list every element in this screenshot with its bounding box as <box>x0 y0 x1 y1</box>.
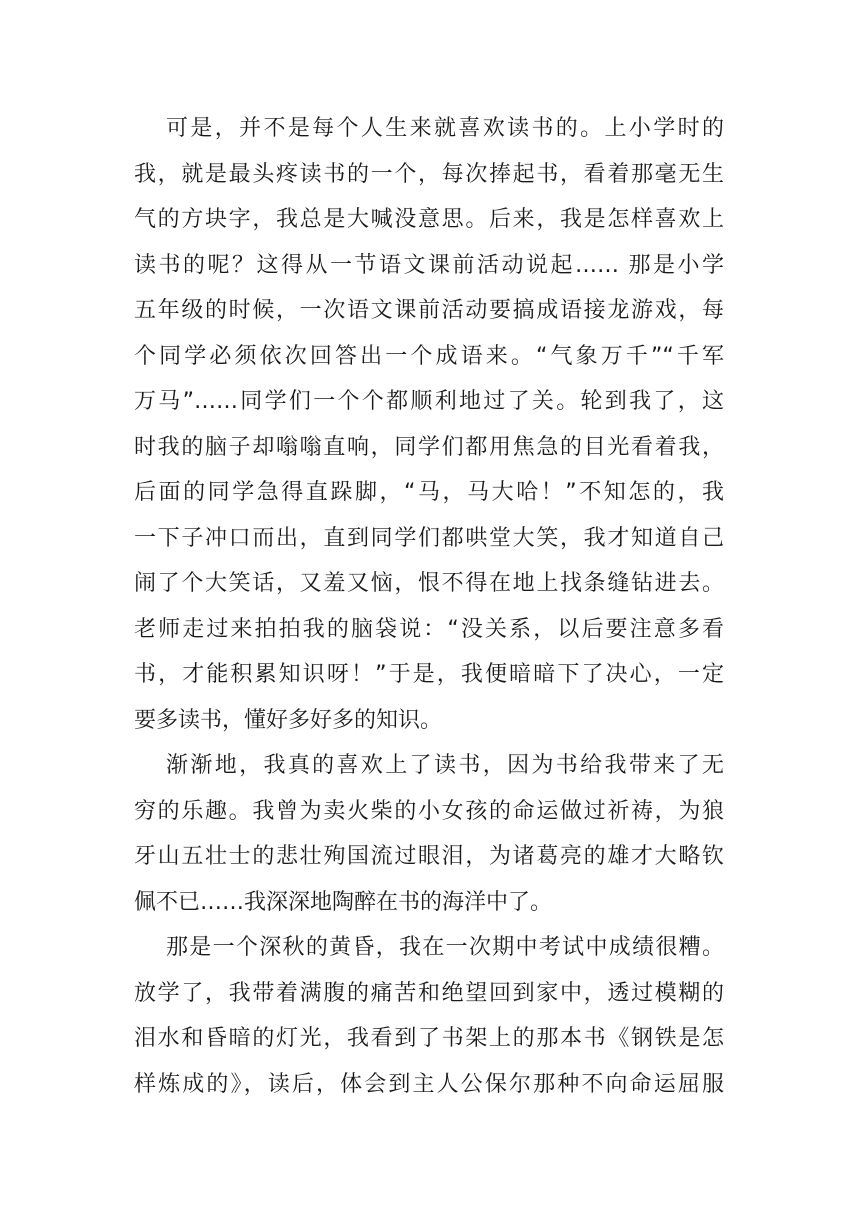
text-line: 万马”……同学们一个个都顺利地过了关。轮到我了，这 <box>134 389 724 414</box>
essay-text <box>134 106 724 1107</box>
text-line: 五年级的时候，一次语文课前活动要搞成语接龙游戏，每 <box>134 298 724 323</box>
text-line: 闹了个大笑话，又羞又恼，恨不得在地上找条缝钻进去。 <box>134 571 724 596</box>
text-line: 气的方块字，我总是大喊没意思。后来，我是怎样喜欢上 <box>134 207 724 232</box>
text-line: 穷的乐趣。我曾为卖火柴的小女孩的命运做过祈祷，为狼 <box>134 798 724 824</box>
paragraph-2 <box>134 743 724 925</box>
text-line: 放学了，我带着满腹的痛苦和绝望回到家中，透过模糊的 <box>134 980 724 1006</box>
text-line: 书，才能积累知识呀！”于是，我便暗暗下了决心，一定 <box>134 662 724 687</box>
text-line: 一下子冲口而出，直到同学们都哄堂大笑，我才知道自己 <box>134 525 724 551</box>
text-line: 后面的同学急得直跺脚，“马，马大哈！”不知怎的，我 <box>134 480 724 505</box>
text-line: 牙山五壮士的悲壮殉国流过眼泪，为诸葛亮的雄才大略钦 <box>134 844 724 869</box>
text-line: 样炼成的》，读后，体会到主人公保尔那种不向命运屈服 <box>134 1071 724 1097</box>
paragraph-3 <box>134 925 724 1107</box>
text-line: 要多读书，懂好多好多的知识。 <box>134 707 443 733</box>
text-line: 老师走过来拍拍我的脑袋说：“没关系，以后要注意多看 <box>134 616 724 642</box>
text-line: 佩不已……我深深地陶醉在书的海洋中了。 <box>134 889 553 915</box>
text-line: 泪水和昏暗的灯光，我看到了书架上的那本书《钢铁是怎 <box>134 1026 724 1051</box>
text-line: 那是一个深秋的黄昏，我在一次期中考试中成绩很糟。 <box>166 935 724 960</box>
text-line: 渐渐地，我真的喜欢上了读书，因为书给我带来了无 <box>166 753 724 778</box>
text-line: 个同学必须依次回答出一个成语来。“气象万千”“千军 <box>134 343 724 369</box>
text-line: 可是，并不是每个人生来就喜欢读书的。上小学时的 <box>166 116 724 141</box>
text-line: 读书的呢？这得从一节语文课前活动说起…… 那是小学 <box>134 252 724 278</box>
text-line: 时我的脑子却嗡嗡直响，同学们都用焦急的目光看着我， <box>134 434 724 460</box>
text-line: 我，就是最头疼读书的一个，每次捧起书，看着那毫无生 <box>134 161 724 187</box>
paragraph-1 <box>134 106 724 743</box>
